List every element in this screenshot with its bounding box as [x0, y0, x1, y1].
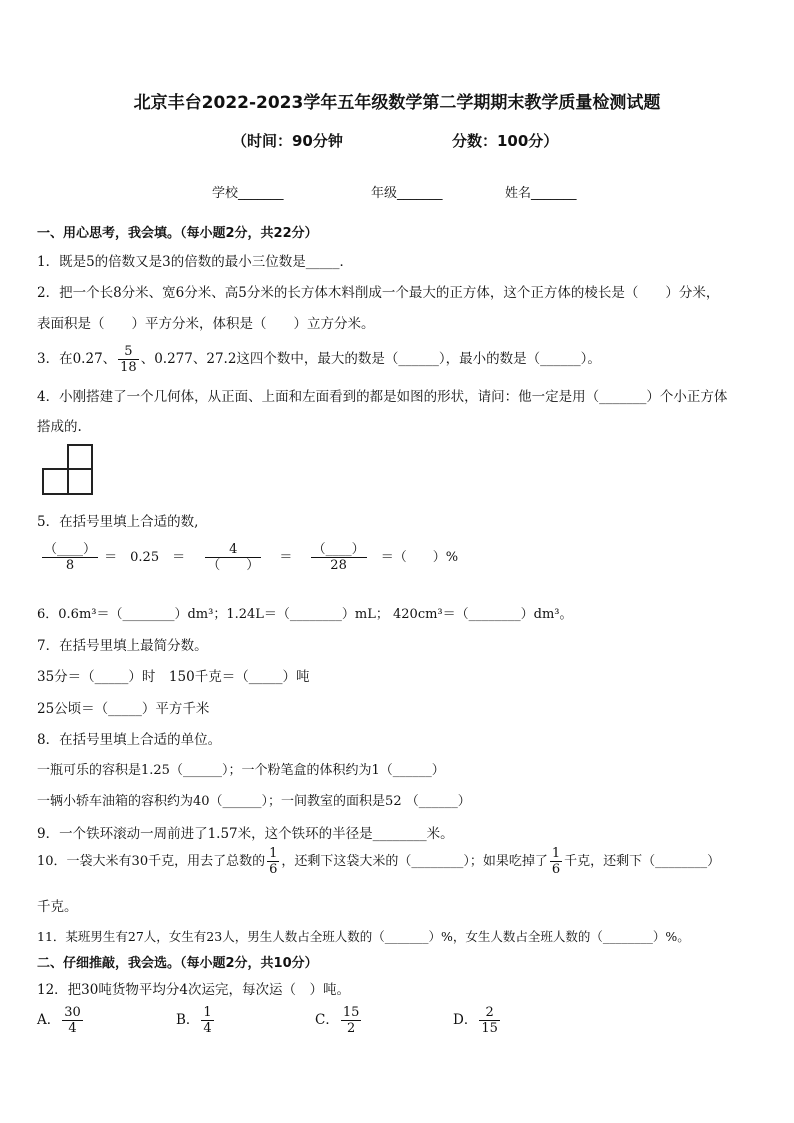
q12-a-numerator: 30: [64, 1005, 81, 1020]
q10-part-a: 10．一袋大米有30千克，用去了总数的: [37, 854, 266, 869]
exam-time: （时间：90分钟: [232, 132, 343, 150]
q5-fraction-3: [311, 542, 367, 573]
q12-option-c: [315, 1005, 363, 1036]
question-2-line-1: 2．把一个长8分米、宽6分米、高5分米的长方体木料削成一个最大的正方体，这个正方体的棱长是（ ）分米，: [37, 285, 720, 301]
q5-f2-numerator: 4: [229, 542, 238, 557]
question-7: 7．在括号里填上最简分数。: [37, 638, 208, 654]
school-field: 学校_______: [212, 186, 284, 201]
question-5: 5．在括号里填上合适的数,: [37, 514, 199, 530]
q12-option-b: [176, 1005, 216, 1036]
section-2-heading: 二、仔细推敲，我会选。（每小题2分，共10分）: [37, 956, 318, 971]
q3-rest: 、0.277、27.2这四个数中，最大的数是（______），最小的数是（______）。: [140, 351, 601, 367]
q12-option-d-fraction: [479, 1005, 500, 1036]
grade-field: 年级_______: [371, 186, 443, 201]
q5-f2-denominator: （ ）: [207, 558, 260, 573]
q12-option-c-fraction: [341, 1005, 362, 1036]
question-5-equation: [40, 542, 458, 573]
question-8-line-2: 一辆小轿车油箱的容积约为40（______）；一间教室的面积是52 （______）: [37, 794, 471, 809]
q3-sep: 、: [102, 351, 117, 367]
q12-a-denominator: 4: [68, 1021, 77, 1036]
exam-score: 分数：100分）: [452, 132, 559, 150]
q12-option-d: [453, 1005, 502, 1036]
q12-option-b-label: B．: [176, 1012, 200, 1028]
question-10-line-1: [37, 846, 720, 877]
q5-f3-denominator: 28: [330, 558, 347, 573]
q5-fraction-1: [42, 542, 98, 573]
q12-option-a-label: A．: [37, 1012, 61, 1028]
q3-repeating-decimal: 0.2̇7̇: [72, 351, 103, 367]
q12-d-denominator: 15: [481, 1021, 498, 1036]
q3-fraction: [118, 344, 139, 375]
q10-f1-denominator: 6: [269, 862, 278, 877]
q10-f2-denominator: 6: [551, 862, 561, 877]
section-1-heading: 一、用心思考，我会填。（每小题2分，共22分）: [37, 226, 318, 241]
question-2-line-2: 表面积是（ ）平方分米，体积是（ ）立方分米。: [37, 316, 375, 332]
question-6: 6．0.6m³＝（________）dm³；1.24L＝（________）mL； 420cm³＝（________）dm³。: [37, 607, 573, 622]
q12-option-d-label: D．: [453, 1012, 478, 1028]
q12-b-numerator: 1: [203, 1005, 212, 1020]
question-8-line-1: 一瓶可乐的容积是1.25（______）；一个粉笔盒的体积约为1（______）: [37, 763, 445, 778]
q5-f3-numerator: （____）: [312, 542, 365, 557]
question-4-line-2: 搭成的.: [37, 419, 82, 435]
q5-f1-denominator: 8: [65, 558, 75, 573]
question-3: [37, 337, 601, 375]
question-12: 12．把30吨货物平均分4次运完，每次运（ ）吨。: [37, 982, 350, 998]
q12-option-c-label: C．: [315, 1012, 339, 1028]
q5-fraction-2: [205, 542, 261, 573]
question-8: 8．在括号里填上合适的单位。: [37, 732, 222, 748]
q5-eq-3: ＝（ ）%: [380, 550, 459, 565]
q5-eq-1: ＝ 0.25 ＝: [104, 550, 186, 565]
q12-option-b-fraction: [201, 1005, 213, 1036]
question-7-line-1: 35分＝（_____）时 150千克＝（_____）吨: [37, 669, 310, 685]
question-7-line-2: 25公顷＝（_____）平方千米: [37, 701, 210, 717]
question-1: 1．既是5的倍数又是3的倍数的最小三位数是_____．: [37, 254, 354, 270]
q5-eq-2: ＝: [279, 550, 293, 565]
q5-f1-numerator: （____）: [44, 542, 97, 557]
q12-b-denominator: 4: [203, 1021, 212, 1036]
cube-view-figure: [42, 444, 94, 496]
q12-option-a: [37, 1005, 85, 1036]
question-11: 11．某班男生有27人，女生有23人，男生人数占全班人数的（_______）%，女生人数占全班人数的（________）%。: [37, 929, 690, 944]
q10-f2-numerator: 1: [551, 846, 561, 861]
q12-d-numerator: 2: [485, 1005, 494, 1020]
q12-c-denominator: 2: [346, 1021, 356, 1036]
q10-f1-numerator: 1: [269, 846, 278, 861]
question-4-line-1: 4．小刚搭建了一个几何体，从正面、上面和左面看到的都是如图的形状，请问：他一定是用（_______）个小正方体: [37, 389, 728, 405]
page-title: 北京丰台2022-2023学年五年级数学第二学期期末教学质量检测试题: [133, 93, 661, 113]
question-10-line-2: 千克。: [37, 899, 78, 915]
q10-fraction-1: [267, 846, 279, 877]
q10-fraction-2: [550, 846, 562, 877]
name-field: 姓名_______: [505, 186, 577, 201]
q10-part-b: ，还剩下这袋大米的（________）；如果吃掉了: [281, 854, 548, 869]
q12-c-numerator: 15: [342, 1005, 360, 1020]
q12-option-a-fraction: [62, 1005, 83, 1036]
q3-prefix: 3．在: [37, 351, 73, 367]
question-9: 9．一个铁环滚动一周前进了1.57米，这个铁环的半径是________米。: [37, 826, 454, 842]
q10-part-c: 千克，还剩下（________）: [564, 854, 721, 869]
q3-fraction-numerator: 5: [124, 344, 133, 359]
q3-fraction-denominator: 18: [120, 360, 137, 375]
